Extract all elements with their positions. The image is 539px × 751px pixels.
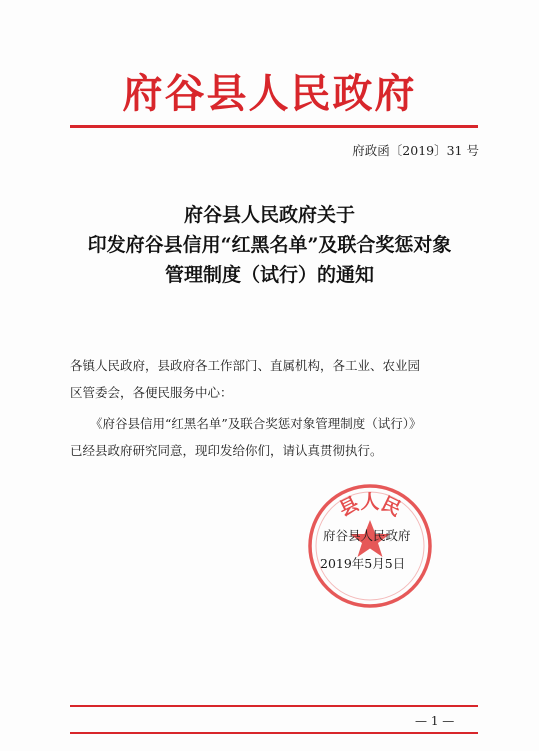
svg-text:县人民 bbox=[336, 491, 405, 521]
signature-date: 2019年5月5日 bbox=[320, 556, 406, 571]
body-paragraph-line-1: 《府谷县信用“红黑名单”及联合奖惩对象管理制度（试行）》 bbox=[90, 416, 422, 431]
issuer-header-title: 府谷县人民政府 bbox=[122, 70, 417, 117]
official-seal-stamp bbox=[300, 476, 440, 616]
document-title-line-1: 府谷县人民政府关于 bbox=[183, 204, 355, 226]
signature-organization: 府谷县人民政府 bbox=[323, 528, 411, 543]
recipients-line-2: 区管委会，各便民服务中心： bbox=[70, 385, 233, 400]
document-title-line-3: 管理制度（试行）的通知 bbox=[164, 264, 374, 286]
header-red-rule bbox=[70, 125, 478, 128]
footer-rule-bottom bbox=[70, 732, 478, 734]
body-paragraph-line-2: 已经县政府研究同意，现印发给你们，请认真贯彻执行。 bbox=[70, 443, 383, 458]
document-title-line-2: 印发府谷县信用“红黑名单”及联合奖惩对象 bbox=[87, 234, 452, 256]
recipients-line-1: 各镇人民政府，县政府各工作部门、直属机构，各工业、农业园 bbox=[70, 358, 421, 373]
seal-text: 县人民 bbox=[335, 491, 405, 521]
page-number: — 1 — bbox=[415, 714, 455, 728]
document-number: 府政函〔2019〕31 号 bbox=[352, 143, 479, 158]
footer-rule-top bbox=[70, 705, 478, 707]
